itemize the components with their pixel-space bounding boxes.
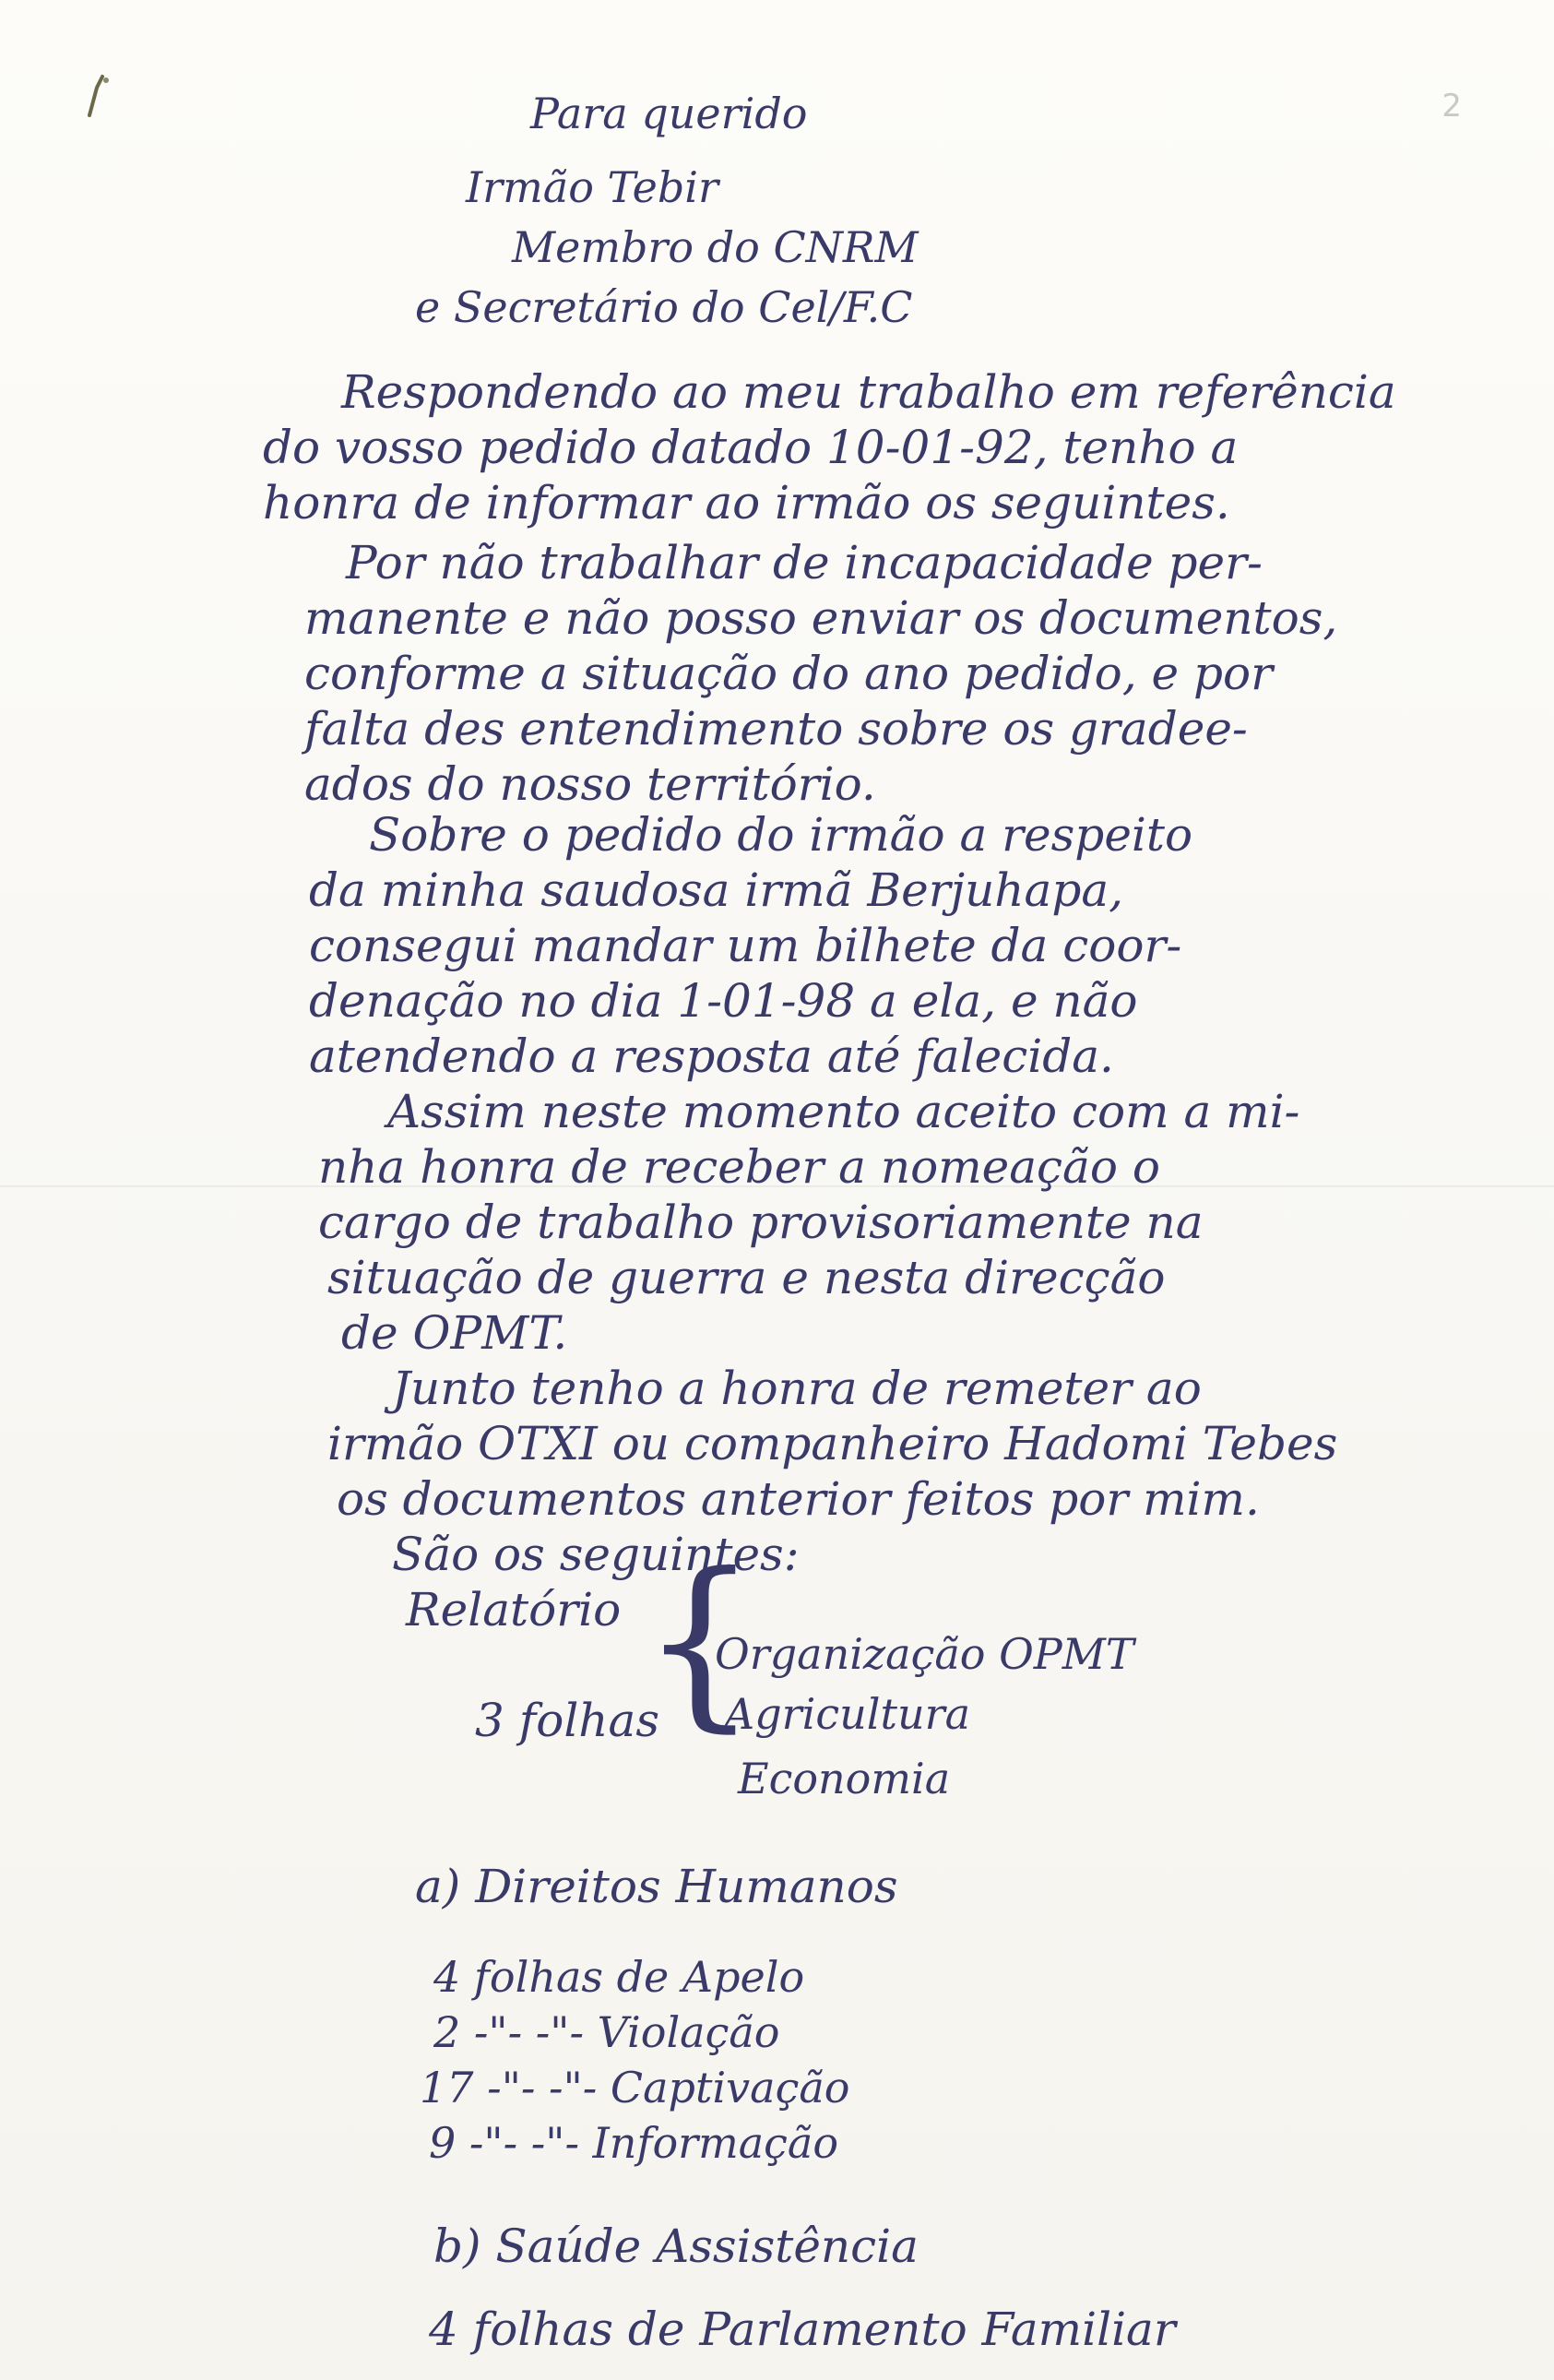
body-line-13: atendendo a resposta até falecida. bbox=[309, 1029, 1114, 1083]
body-line-2: do vosso pedido datado 10-01-92, tenho a bbox=[263, 421, 1239, 474]
section-b-heading: b) Saúde Assistência bbox=[433, 2219, 919, 2273]
body-line-20: irmão OTXI ou companheiro Hadomi Tebes bbox=[327, 1417, 1338, 1470]
body-line-14: Assim neste momento aceito com a mi- bbox=[387, 1085, 1300, 1138]
body-line-21: os documentos anterior feitos por mim. bbox=[337, 1472, 1260, 1526]
report-count: 3 folhas bbox=[475, 1694, 659, 1747]
body-line-16: cargo de trabalho provisoriamente na bbox=[318, 1196, 1204, 1249]
body-line-4: Por não trabalhar de incapacidade per- bbox=[346, 536, 1263, 589]
body-line-15: nha honra de receber a nomeação o bbox=[318, 1140, 1160, 1194]
body-line-22: São os seguintes: bbox=[392, 1528, 800, 1581]
body-line-6: conforme a situação do ano pedido, e por bbox=[304, 647, 1273, 700]
body-line-18: de OPMT. bbox=[341, 1306, 568, 1360]
report-item-2: Agricultura bbox=[724, 1689, 970, 1739]
address-line-1: Para querido bbox=[530, 89, 808, 138]
body-line-23: Relatório bbox=[406, 1583, 622, 1636]
page-number: 2 bbox=[1441, 88, 1462, 125]
section-a-line-3: 17 -"- -"- Captivação bbox=[420, 2063, 850, 2112]
body-line-9: Sobre o pedido do irmão a respeito bbox=[369, 808, 1193, 862]
body-line-10: da minha saudosa irmã Berjuhapa, bbox=[309, 863, 1124, 917]
section-a-line-4: 9 -"- -"- Informação bbox=[429, 2118, 839, 2168]
body-line-17: situação de guerra e nesta direcção bbox=[327, 1251, 1166, 1304]
body-line-11: consegui mandar um bilhete da coor- bbox=[309, 919, 1182, 972]
section-a-line-2: 2 -"- -"- Violação bbox=[433, 2007, 780, 2057]
address-line-4: e Secretário do Cel/F.C bbox=[415, 282, 913, 332]
body-line-5: manente e não posso enviar os documentos, bbox=[304, 591, 1338, 645]
report-item-3: Economia bbox=[738, 1754, 951, 1803]
body-line-19: Junto tenho a honra de remeter ao bbox=[392, 1362, 1202, 1415]
body-line-3: honra de informar ao irmão os seguintes. bbox=[263, 476, 1230, 530]
address-line-2: Irmão Tebir bbox=[466, 162, 719, 212]
brace-icon: { bbox=[641, 1534, 759, 1749]
ink-mark-icon bbox=[78, 69, 115, 125]
body-line-8: ados do nosso território. bbox=[304, 757, 876, 811]
report-item-1: Organização OPMT bbox=[715, 1629, 1134, 1679]
body-line-12: denação no dia 1-01-98 a ela, e não bbox=[309, 974, 1138, 1028]
body-line-7: falta des entendimento sobre os gradee- bbox=[304, 702, 1248, 756]
address-line-3: Membro do CNRM bbox=[512, 222, 919, 272]
section-a-heading: a) Direitos Humanos bbox=[415, 1860, 898, 1913]
section-b-line-1: 4 folhas de Parlamento Familiar bbox=[429, 2303, 1176, 2356]
section-a-line-1: 4 folhas de Apelo bbox=[433, 1952, 805, 2002]
body-line-1: Respondendo ao meu trabalho em referência bbox=[341, 365, 1396, 419]
